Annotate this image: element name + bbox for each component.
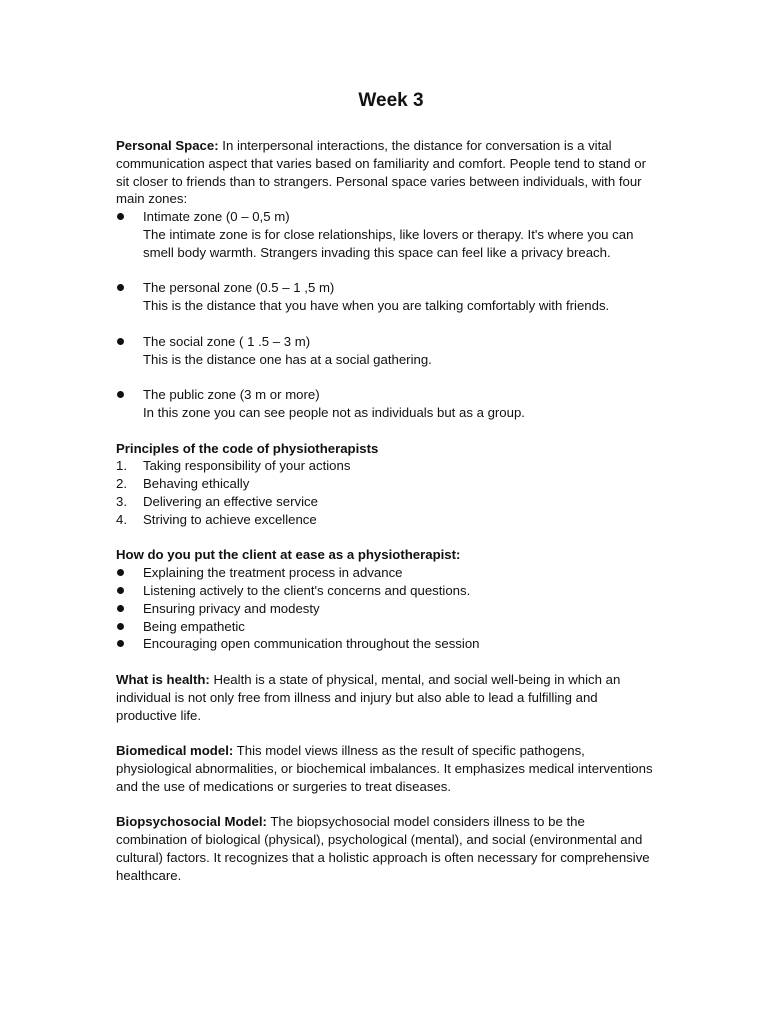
document-page — [116, 88, 656, 884]
principle-text: Behaving ethically — [143, 476, 250, 492]
personal-space-heading: Personal Space: — [116, 138, 219, 153]
ease-item — [116, 618, 656, 636]
principles-list — [116, 457, 656, 528]
spacer — [116, 315, 656, 333]
zone-item — [116, 208, 656, 261]
ease-item — [116, 582, 656, 600]
ease-text: Listening actively to the client's concerns and questions. — [143, 582, 471, 598]
bullet-icon — [116, 333, 138, 351]
personal-space-paragraph — [116, 137, 656, 208]
ease-text: Being empathetic — [143, 618, 245, 634]
list-number: 3. — [116, 493, 127, 509]
ease-list — [116, 564, 656, 653]
spacer — [116, 795, 656, 813]
biomedical-heading: Biomedical model: — [116, 743, 234, 759]
list-number: 2. — [116, 476, 127, 492]
biomedical-text: This model views illness as the result of specific pathogens, physiological abnormalities, or biochemical imbalances. It emphasizes medical interventions and the use of medications or surgeries to treat diseases. — [116, 743, 653, 794]
zone-description: This is the distance that you have when you are talking comfortably with friends. — [143, 298, 610, 314]
zone-name: The personal zone (0.5 – 1 ,5 m) — [143, 280, 335, 296]
principle-text: Taking responsibility of your actions — [143, 458, 351, 474]
zone-item — [116, 333, 656, 369]
zone-name: Intimate zone (0 – 0,5 m) — [143, 209, 290, 225]
bullet-icon — [116, 635, 138, 653]
principle-item — [116, 457, 656, 475]
zone-description: The intimate zone is for close relationships, like lovers or therapy. It's where you can smell body warmth. Strangers invading this space can feel like a privacy breach. — [143, 226, 634, 260]
bullet-icon — [116, 600, 138, 618]
ease-item — [116, 635, 656, 653]
health-paragraph — [116, 671, 656, 724]
biomedical-paragraph — [116, 742, 656, 795]
principle-item — [116, 511, 656, 529]
ease-item — [116, 600, 656, 618]
principle-item — [116, 493, 656, 511]
zone-name: The public zone (3 m or more) — [143, 387, 320, 403]
ease-text: Explaining the treatment process in advance — [143, 565, 403, 581]
zone-name: The social zone ( 1 .5 – 3 m) — [143, 333, 311, 349]
personal-space-intro: In interpersonal interactions, the distance for conversation is a vital communication aspect that varies based on familiarity and comfort. People tend to stand or sit closer to friends than to strangers. Personal space varies between individuals, with four main zones: — [116, 138, 646, 207]
principle-item — [116, 475, 656, 493]
zone-description: In this zone you can see people not as individuals but as a group. — [143, 404, 525, 420]
spacer — [116, 368, 656, 386]
spacer — [116, 724, 656, 742]
ease-item — [116, 564, 656, 582]
ease-text: Encouraging open communication throughout the session — [143, 636, 480, 652]
principles-heading: Principles of the code of physiotherapists — [116, 440, 379, 456]
health-heading: What is health: — [116, 671, 210, 687]
bullet-icon — [116, 208, 138, 226]
biopsychosocial-text: The biopsychosocial model considers illness to be the combination of biological (physical), psychological (mental), and social (environmental and cultural) factors. It recognizes that a holistic approach is often necessary for comprehensive healthcare. — [116, 814, 650, 883]
zone-item — [116, 279, 656, 315]
bullet-icon — [116, 386, 138, 404]
zone-item — [116, 386, 656, 422]
zones-list — [116, 208, 656, 422]
list-number: 4. — [116, 511, 127, 527]
bullet-icon — [116, 582, 138, 600]
bullet-icon — [116, 279, 138, 297]
spacer — [116, 262, 656, 280]
bullet-icon — [116, 564, 138, 582]
ease-text: Ensuring privacy and modesty — [143, 600, 320, 616]
biopsychosocial-paragraph — [116, 813, 656, 884]
spacer — [116, 529, 656, 547]
spacer — [116, 422, 656, 440]
zone-description: This is the distance one has at a social gathering. — [143, 351, 432, 367]
page-title: Week 3 — [358, 90, 424, 111]
list-number: 1. — [116, 458, 127, 474]
health-text: Health is a state of physical, mental, and social well-being in which an individual is not only free from illness and injury but also able to lead a fulfilling and productive life. — [116, 671, 621, 723]
biopsychosocial-heading: Biopsychosocial Model: — [116, 814, 267, 830]
ease-heading: How do you put the client at ease as a physiotherapist: — [116, 547, 461, 563]
principle-text: Delivering an effective service — [143, 493, 318, 509]
spacer — [116, 653, 656, 671]
bullet-icon — [116, 618, 138, 636]
principle-text: Striving to achieve excellence — [143, 511, 317, 527]
